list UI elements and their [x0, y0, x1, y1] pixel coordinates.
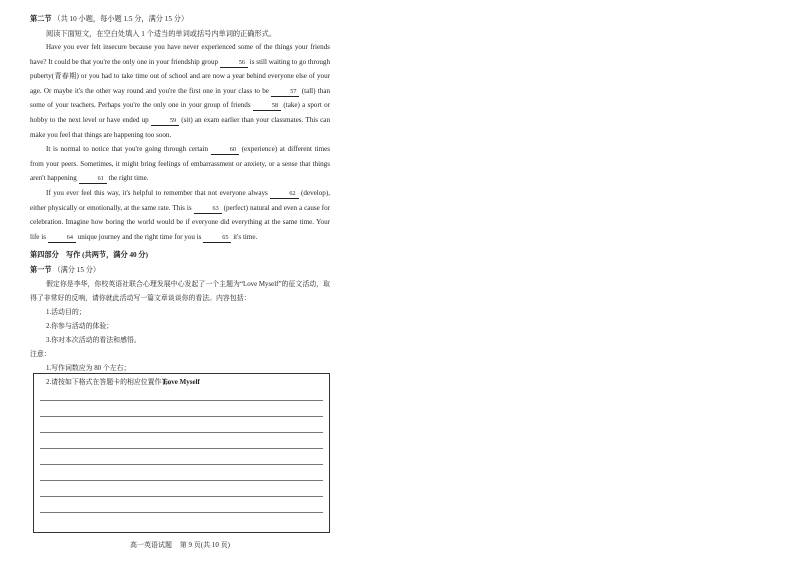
blank-59: 59 — [151, 117, 179, 126]
part4-heading: 第四部分 写作 — [30, 251, 81, 259]
writing-line — [40, 432, 323, 433]
passage-paragraph-3 — [30, 186, 330, 244]
blank-60: 60 — [211, 146, 239, 155]
writing-line — [40, 448, 323, 449]
passage-text: the right time. — [108, 174, 149, 183]
content-item: 2.你参与活动的体验； — [46, 323, 114, 330]
answer-box — [33, 373, 330, 533]
blank-65: 65 — [203, 234, 231, 243]
writing-line — [40, 512, 323, 513]
part4-note: (共两节，满分 40 分) — [82, 251, 149, 259]
section2-note: （共 10 小题，每小题 1.5 分，满分 15 分） — [53, 15, 189, 23]
notes-label: 注意： — [30, 351, 51, 358]
writing-line — [40, 480, 323, 481]
passage — [30, 40, 330, 244]
passage-text: (develop), either physically or emotionally, at the same rate. This is — [30, 188, 330, 212]
passage-text: (take) a sport or hobby to the next level or have ended up — [30, 101, 330, 124]
content-item: 3.你对本次活动的看法和感悟。 — [46, 337, 141, 344]
content-item: 1.活动目的； — [46, 309, 86, 316]
footer-page-number: 第 9 页(共 10 页) — [179, 541, 230, 549]
passage-text: (tall) than some of your teachers. Perhaps you're the only one in your group of friends — [30, 86, 331, 110]
passage-text: is still waiting to go through puberty(青春期) or you had to take time out of school and are now a year behind everyone else of your age. Or maybe it's the other way round and you're the first one in your class to be — [30, 57, 331, 95]
blank-62: 62 — [270, 190, 298, 199]
passage-text: Have you ever felt insecure because you have never experienced some of the things your friends have? It could be that you're the only one in your friendship group — [30, 43, 330, 66]
prompt-text: 假定你是李华，你校英语社联合心理发展中心发起了一个主题为“Love Myself”的征文活动，取得了非常好的反响，请你就此活动写一篇文章谈谈你的看法。内容包括： — [30, 281, 330, 302]
blank-56: 56 — [220, 59, 248, 68]
answer-box-title: Love Myself — [163, 378, 200, 386]
section2-heading: 第二节 — [30, 15, 52, 23]
blank-64: 64 — [48, 234, 76, 243]
note-item: 1.写作词数应为 80 个左右； — [46, 365, 131, 372]
passage-paragraph-2 — [30, 142, 330, 186]
page-footer — [30, 540, 330, 550]
passage-text: (perfect) natural and even a cause for celebration. Imagine how boring the world would be if everyone did everything at the same time. Your life is — [30, 203, 331, 241]
blank-57: 57 — [271, 88, 299, 97]
passage-text: If you ever feel this way, it's helpful to remember that not everyone always — [46, 188, 268, 197]
passage-text: (experience) at different times from your peers. Sometimes, it might bring feelings of embarrassment or anxiety, or a sense that things aren't happening — [30, 145, 330, 183]
passage-text: unique journey and the right time for you is — [77, 232, 202, 241]
section1-note: （满分 15 分） — [53, 266, 101, 274]
writing-line — [40, 464, 323, 465]
section2-header — [30, 14, 188, 24]
blank-58: 58 — [253, 102, 281, 111]
writing-line — [40, 416, 323, 417]
writing-line — [40, 400, 323, 401]
blank-61: 61 — [79, 175, 107, 184]
note-item: 2.请按如下格式在答题卡的相应位置作答。 — [46, 379, 176, 386]
passage-paragraph-1 — [30, 40, 330, 142]
passage-text: (sit) an exam earlier than your classmates. This can make you feel that things are happening too soon. — [30, 115, 330, 139]
blank-63: 63 — [194, 205, 222, 214]
section1-heading: 第一节 — [30, 266, 52, 274]
writing-line — [40, 496, 323, 497]
passage-text: It is normal to notice that you're going through certain — [46, 145, 209, 154]
passage-text: it's time. — [233, 232, 258, 241]
part4-header — [30, 250, 148, 260]
section2-instruction: 阅读下面短文，在空白处填入 1 个适当的单词或括号内单词的正确形式。 — [46, 30, 277, 38]
footer-exam-title: 高一英语试题 — [130, 541, 173, 549]
section1-header — [30, 265, 100, 275]
